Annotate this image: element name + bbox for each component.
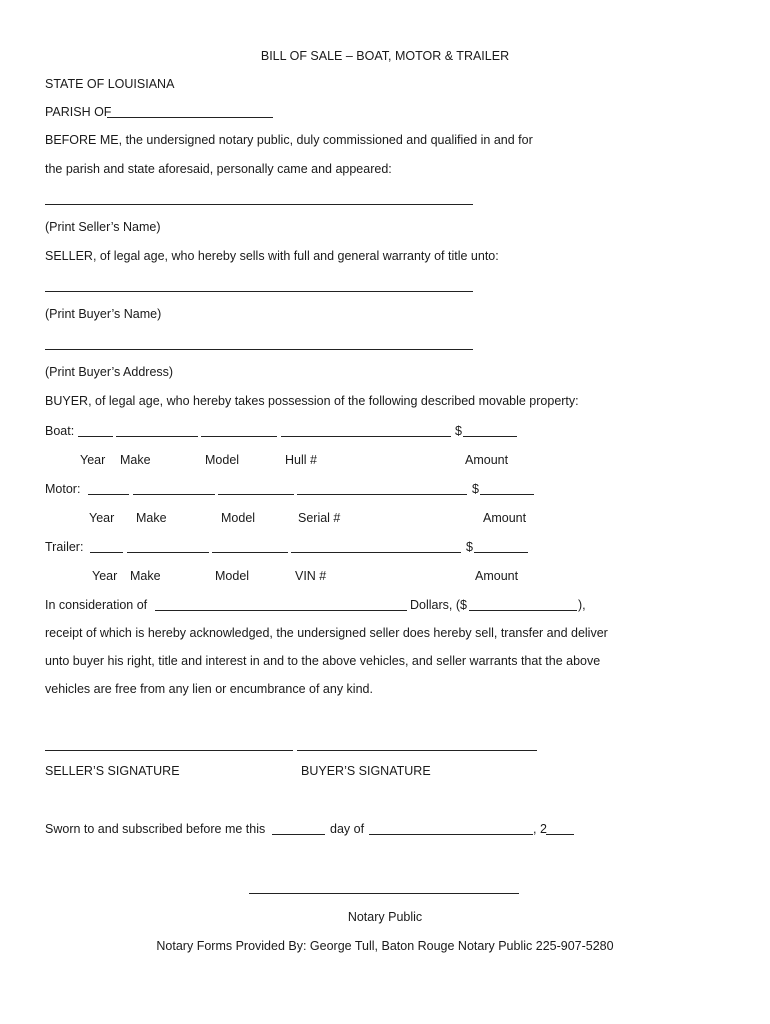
notary-signature-field[interactable]	[249, 893, 519, 894]
consideration-amount-field[interactable]	[469, 610, 577, 611]
boat-label: Boat:	[45, 424, 75, 438]
motor-serial-field[interactable]	[297, 494, 467, 495]
buyer-name-caption: (Print Buyer’s Name)	[45, 307, 162, 321]
motor-make-field[interactable]	[133, 494, 215, 495]
boat-col-model: Model	[205, 453, 240, 467]
boat-col-amount: Amount	[465, 453, 509, 467]
seller-signature-label: SELLER’S SIGNATURE	[45, 764, 180, 778]
state-label: STATE OF LOUISIANA	[45, 77, 175, 91]
buyer-address-caption: (Print Buyer’s Address)	[45, 365, 174, 379]
trailer-year-field[interactable]	[90, 552, 123, 553]
motor-year-field[interactable]	[88, 494, 129, 495]
boat-year-field[interactable]	[78, 436, 113, 437]
boat-amount-field[interactable]	[463, 436, 517, 437]
trailer-make-field[interactable]	[127, 552, 209, 553]
motor-col-amount: Amount	[483, 511, 527, 525]
buyer-statement: BUYER, of legal age, who hereby takes possession of the following described movable property:	[45, 394, 579, 408]
consideration-dollars: Dollars, ($	[410, 598, 467, 612]
consideration-prefix: In consideration of	[45, 598, 148, 612]
trailer-col-vin: VIN #	[295, 569, 327, 583]
seller-name-caption: (Print Seller’s Name)	[45, 220, 161, 234]
boat-make-field[interactable]	[116, 436, 198, 437]
sworn-day-of: day of	[330, 822, 365, 836]
motor-model-field[interactable]	[218, 494, 294, 495]
seller-name-field[interactable]	[45, 204, 473, 205]
motor-col-serial: Serial #	[298, 511, 341, 525]
consideration-suffix: ),	[578, 598, 586, 612]
boat-model-field[interactable]	[201, 436, 277, 437]
footer-credit: Notary Forms Provided By: George Tull, Baton Rouge Notary Public 225-907-5280	[156, 939, 614, 953]
trailer-vin-field[interactable]	[291, 552, 461, 553]
receipt-line-1: receipt of which is hereby acknowledged, the undersigned seller does hereby sell, transfer and deliver	[45, 626, 608, 640]
boat-dollar-sign: $	[455, 424, 462, 438]
trailer-col-year: Year	[92, 569, 118, 583]
trailer-col-make: Make	[130, 569, 161, 583]
motor-amount-field[interactable]	[480, 494, 534, 495]
parish-label: PARISH OF	[45, 105, 112, 119]
sworn-prefix: Sworn to and subscribed before me this	[45, 822, 266, 836]
sworn-year-prefix: , 2	[533, 822, 547, 836]
buyer-signature-label: BUYER’S SIGNATURE	[301, 764, 431, 778]
seller-statement: SELLER, of legal age, who hereby sells with full and general warranty of title unto:	[45, 249, 499, 263]
motor-col-year: Year	[89, 511, 115, 525]
boat-col-year: Year	[80, 453, 106, 467]
boat-col-hull: Hull #	[285, 453, 317, 467]
receipt-line-2: unto buyer his right, title and interest in and to the above vehicles, and seller warrants that the above	[45, 654, 601, 668]
intro-line-2: the parish and state aforesaid, personally came and appeared:	[45, 162, 392, 176]
sworn-year-field[interactable]	[546, 834, 574, 835]
buyer-signature-field[interactable]	[297, 750, 537, 751]
page-title: BILL OF SALE – BOAT, MOTOR & TRAILER	[260, 49, 510, 63]
parish-field[interactable]	[107, 117, 273, 118]
motor-col-make: Make	[136, 511, 167, 525]
trailer-amount-field[interactable]	[474, 552, 528, 553]
motor-label: Motor:	[45, 482, 81, 496]
intro-line-1: BEFORE ME, the undersigned notary public, duly commissioned and qualified in and for	[45, 133, 533, 147]
trailer-label: Trailer:	[45, 540, 84, 554]
trailer-model-field[interactable]	[212, 552, 288, 553]
motor-dollar-sign: $	[472, 482, 479, 496]
consideration-words-field[interactable]	[155, 610, 407, 611]
boat-hull-field[interactable]	[281, 436, 451, 437]
buyer-name-field[interactable]	[45, 291, 473, 292]
motor-col-model: Model	[221, 511, 256, 525]
notary-public-label: Notary Public	[347, 910, 423, 924]
buyer-address-field[interactable]	[45, 349, 473, 350]
trailer-col-amount: Amount	[475, 569, 519, 583]
trailer-col-model: Model	[215, 569, 250, 583]
sworn-month-field[interactable]	[369, 834, 533, 835]
boat-col-make: Make	[120, 453, 151, 467]
receipt-line-3: vehicles are free from any lien or encumbrance of any kind.	[45, 682, 373, 696]
seller-signature-field[interactable]	[45, 750, 293, 751]
sworn-day-field[interactable]	[272, 834, 325, 835]
trailer-dollar-sign: $	[466, 540, 473, 554]
